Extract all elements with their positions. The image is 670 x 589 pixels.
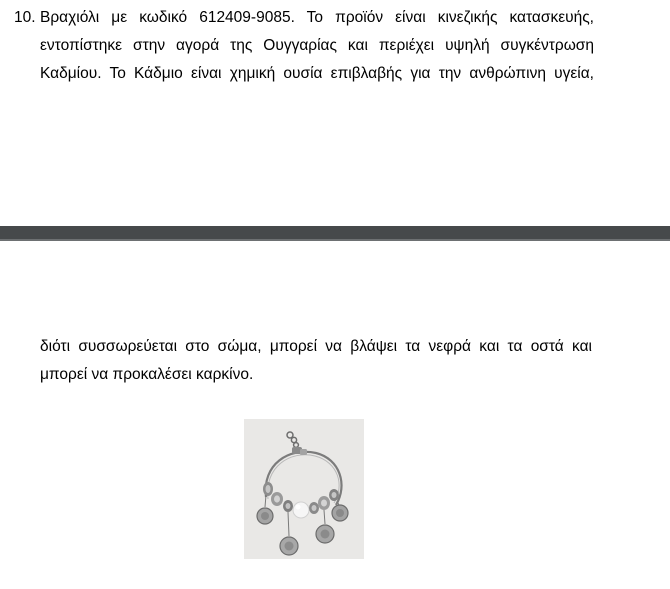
text-line: μπορεί να προκαλέσει καρκίνο.: [40, 366, 254, 383]
bracelet-photo: [244, 419, 364, 559]
item-paragraph-bottom: [40, 333, 592, 389]
item-number: 10.: [14, 9, 36, 26]
text-line: διότι συσσωρεύεται στο σώμα, μπορεί να βλάψει τα νεφρά και τα οστά και: [40, 338, 592, 355]
item-description-top: [40, 4, 594, 88]
item-paragraph-top: [14, 4, 594, 88]
text-line: Βραχιόλι με κωδικό 612409-9085. Το προϊόν είναι κινεζικής κατασκευής,: [40, 9, 594, 26]
text-line: Καδμίου. Το Κάδμιο είναι χημική ουσία επιβλαβής για την ανθρώπινη υγεία,: [40, 65, 594, 82]
bracelet-image: [244, 419, 364, 559]
text-line: εντοπίστηκε στην αγορά της Ουγγαρίας και περιέχει υψηλή συγκέντρωση: [40, 37, 594, 54]
page-separator-edge: [0, 239, 670, 241]
